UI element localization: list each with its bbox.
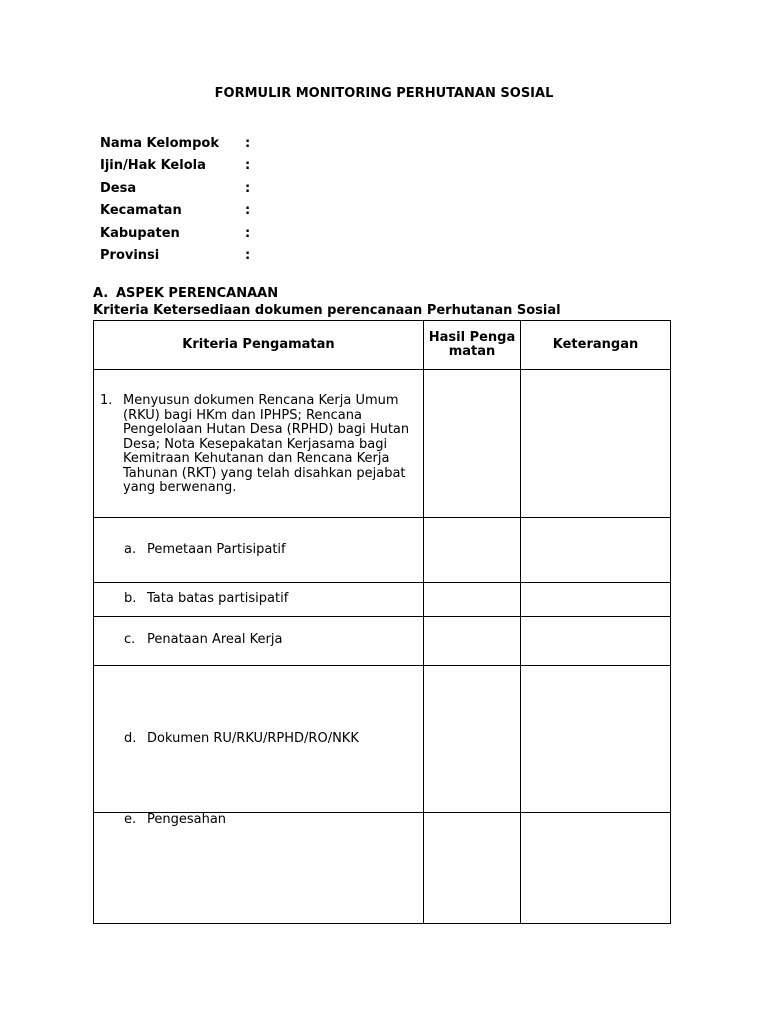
identity-colon: : (245, 181, 251, 196)
hasil-cell[interactable] (424, 583, 521, 617)
table-row (94, 583, 671, 617)
keterangan-cell[interactable] (521, 813, 671, 924)
criteria-cell (94, 813, 424, 924)
subitem-text: Pengesahan (147, 812, 227, 827)
header-hasil: Hasil Pengamatan (424, 321, 521, 370)
section-number: A. (93, 286, 109, 301)
subitem-letter: c. (124, 631, 136, 647)
identity-colon: : (245, 248, 251, 263)
table-subtitle: Kriteria Ketersediaan dokumen perencanaan Perhutanan Sosial (93, 303, 561, 318)
section-heading (93, 286, 278, 301)
identity-label: Kecamatan (100, 203, 182, 218)
identity-colon: : (245, 226, 251, 241)
identity-label: Nama Kelompok (100, 136, 219, 151)
table-row (94, 518, 671, 583)
subitem-letter: b. (124, 591, 137, 607)
hasil-cell[interactable] (424, 617, 521, 666)
criteria-cell (94, 370, 424, 518)
header-kriteria: Kriteria Pengamatan (94, 321, 424, 370)
criteria-cell (94, 617, 424, 666)
criteria-cell (94, 518, 424, 583)
header-keterangan: Keterangan (521, 321, 671, 370)
subitem-letter: a. (124, 541, 137, 557)
table-header-row (94, 321, 671, 370)
identity-colon: : (245, 203, 251, 218)
subitem-text: Tata batas partisipatif (147, 591, 289, 607)
keterangan-cell[interactable] (521, 518, 671, 583)
hasil-cell[interactable] (424, 813, 521, 924)
identity-colon: : (245, 158, 251, 173)
table-row (94, 617, 671, 666)
criteria-table (93, 320, 671, 924)
table-row (94, 813, 671, 924)
identity-colon: : (245, 136, 251, 151)
keterangan-cell[interactable] (521, 617, 671, 666)
hasil-cell[interactable] (424, 370, 521, 518)
criteria-cell (94, 666, 424, 813)
section-title: ASPEK PERENCANAAN (116, 286, 279, 301)
subitem-letter: e. (124, 812, 137, 827)
keterangan-cell[interactable] (521, 583, 671, 617)
subitem-text: Dokumen RU/RKU/RPHD/RO/NKK (147, 730, 359, 746)
item-text: Menyusun dokumen Rencana Kerja Umum (RKU) bagi HKm dan IPHPS; Rencana Pengelolaan Hutan Desa (RPHD) bagi Hutan Desa; Nota Kesepakatan Kerjasama bagi Kemitraan Kehutanan dan Rencana Kerja Tahunan (RKT) yang telah disahkan pejabat yang berwenang. (123, 393, 410, 495)
identity-label: Ijin/Hak Kelola (100, 158, 206, 173)
criteria-cell (94, 583, 424, 617)
subitem-text: Pemetaan Partisipatif (147, 541, 286, 557)
hasil-cell[interactable] (424, 666, 521, 813)
identity-label: Desa (100, 181, 137, 196)
identity-label: Kabupaten (100, 226, 180, 241)
hasil-cell[interactable] (424, 518, 521, 583)
subitem-text: Penataan Areal Kerja (147, 631, 283, 647)
identity-label: Provinsi (100, 248, 160, 263)
item-number: 1. (100, 393, 113, 408)
keterangan-cell[interactable] (521, 666, 671, 813)
subitem-letter: d. (124, 730, 137, 746)
form-title: FORMULIR MONITORING PERHUTANAN SOSIAL (214, 86, 554, 101)
table-row (94, 666, 671, 813)
keterangan-cell[interactable] (521, 370, 671, 518)
table-row (94, 370, 671, 518)
